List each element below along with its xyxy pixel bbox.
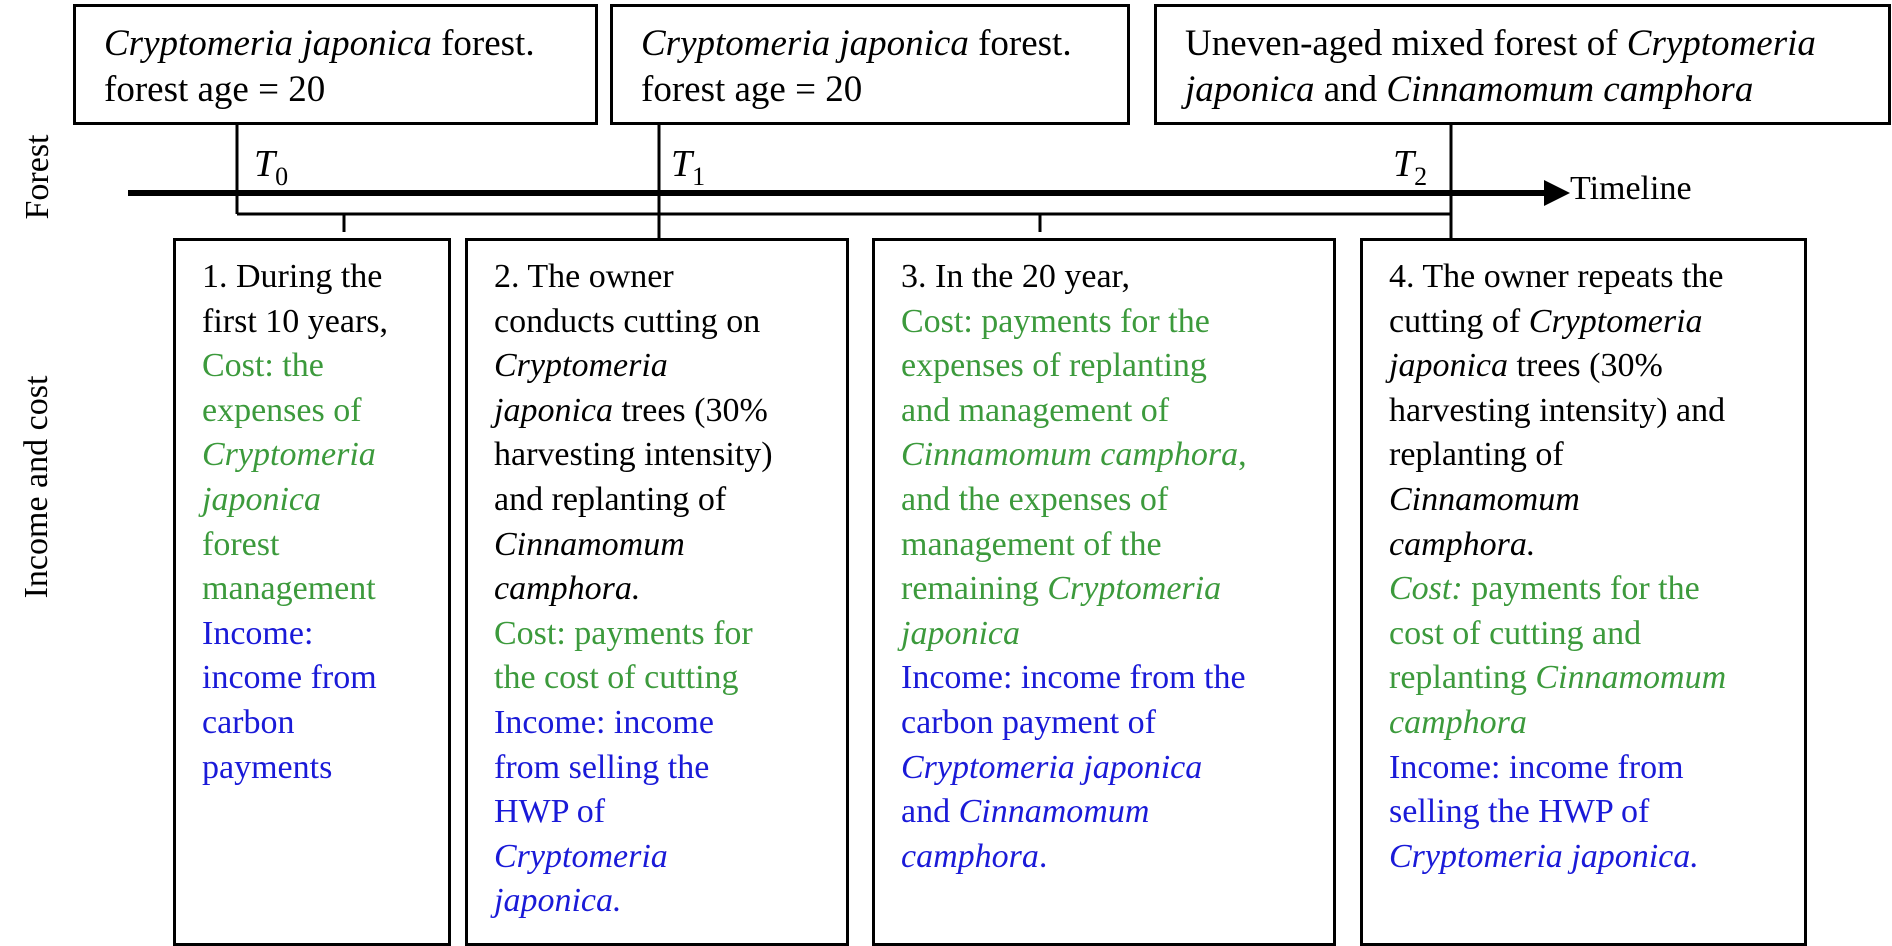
panel-text: . [1038,837,1048,875]
panel-text: Income: [202,614,314,652]
panel-line [494,701,822,746]
panel-text: 2. The owner [494,258,674,295]
panel-line [1389,300,1780,345]
forest-row-label: Forest [19,134,56,220]
panel-text: Cryptomeria [494,347,668,385]
panel-text: from selling the [494,748,710,786]
panel-line [1389,746,1780,791]
panel-line [1389,701,1780,746]
panel-line [494,567,822,612]
panel-text: 1. During the [202,258,383,295]
panel-line [1389,567,1780,612]
panel-text: , [1238,436,1247,474]
stage-3-panel [872,238,1336,946]
panel-text: Cryptomeria [1528,302,1703,340]
panel-text: Cinnamomum [494,525,685,563]
panel-text: Cryptomeria [202,436,376,474]
panel-text: and [901,793,959,831]
panel-line [202,523,424,568]
panel-line [1389,523,1780,568]
panel-text: japonica [901,614,1020,652]
timeline-arrowhead [1544,180,1570,206]
panel-text: Income: income from the [901,659,1246,697]
panel-line [901,344,1309,389]
panel-text: Cost: payments for the [901,302,1210,340]
panel-line [1389,389,1780,434]
panel-line [494,656,822,701]
panel-text: forest [202,525,280,563]
panel-text: payments [202,748,333,786]
time-point-t2: $T_2$ [1393,143,1428,191]
panel-text: Income: income from [1389,748,1684,786]
panel-line [901,300,1309,345]
panel-text: carbon [202,703,295,741]
panel-line [494,835,822,880]
panel-text: cost of cutting and [1389,614,1642,652]
panel-text: Cost: [1389,570,1463,608]
panel-text: Cost: the [202,347,324,385]
panel-line [494,790,822,835]
panel-line [494,389,822,434]
panel-line [1389,656,1780,701]
panel-text: cutting of [1389,302,1529,340]
panel-text: Income: income [494,703,714,741]
panel-line [901,478,1309,523]
panel-line [1389,433,1780,478]
panel-text: and the expenses of [901,480,1169,518]
panel-line [901,612,1309,657]
panel-text: Cryptomeria japonica. [1389,837,1699,875]
panel-text: Cryptomeria japonica [901,748,1203,786]
panel-text: japonica. [494,882,622,920]
panel-text: 4. The owner repeats the [1389,258,1724,295]
panel-text: conducts cutting on [494,302,761,340]
panel-text: first 10 years, [202,302,389,340]
panel-line [1389,612,1780,657]
panel-line [202,344,424,389]
panel-text: camphora [1389,703,1527,741]
panel-text: Cryptomeria [1047,570,1222,608]
stage-2-panel [465,238,849,946]
panel-line [202,300,424,345]
panel-line [1389,344,1780,389]
panel-text: japonica [202,480,321,518]
panel-line [202,701,424,746]
panel-line [494,746,822,791]
stage-4-panel [1360,238,1807,946]
panel-text: camphora. [494,570,641,608]
stage-1-panel [173,238,451,946]
panel-line [202,746,424,791]
panel-text: payments for the [1462,570,1700,608]
panel-line [901,701,1309,746]
time-point-t0: $T_0$ [254,143,289,191]
panel-text: management of the [901,525,1162,563]
panel-line [202,478,424,523]
panel-text: japonica [1389,347,1508,385]
forest-state-box-t2: Uneven-aged mixed forest of Cryptomeria japonica and Cinnamomum camphora [1154,4,1891,125]
panel-text: Cinnamomum [1535,659,1727,697]
panel-line [901,746,1309,791]
panel-line [202,656,424,701]
panel-text: Cinnamomum camphora [901,436,1239,474]
panel-line [901,523,1309,568]
panel-line [1389,255,1780,300]
panel-line [202,255,424,300]
panel-line [494,344,822,389]
timeline-label: Timeline [1570,170,1692,207]
panel-text: HWP of [494,793,606,831]
panel-line [901,656,1309,701]
panel-text: trees (30% [1507,347,1663,385]
forest-state-box-t1: Cryptomeria japonica forest. forest age = 20 [610,4,1130,125]
panel-text: the cost of cutting [494,659,739,697]
panel-line [494,879,822,924]
panel-text: harvesting intensity) and [1389,391,1726,429]
panel-text: income from [202,659,377,697]
panel-text: Cost: payments for [494,614,753,652]
panel-text: camphora. [1389,525,1536,563]
panel-line [1389,790,1780,835]
panel-line [202,612,424,657]
panel-text: expenses of [202,391,362,429]
time-point-t1: $T_1$ [671,143,706,191]
panel-text: harvesting intensity) [494,436,773,474]
panel-text: replanting of [1389,436,1564,474]
panel-line [901,255,1309,300]
panel-text: and replanting of [494,480,727,518]
panel-text: management [202,570,376,608]
panel-line [901,567,1309,612]
panel-text: carbon payment of [901,703,1156,741]
panel-line [494,255,822,300]
panel-line [202,433,424,478]
panel-line [1389,835,1780,880]
panel-text: Cinnamomum [958,793,1150,831]
panel-line [494,433,822,478]
panel-line [202,389,424,434]
panel-text: remaining [901,570,1048,608]
panel-line [901,389,1309,434]
panel-line [901,433,1309,478]
panel-text: Cryptomeria [494,837,668,875]
forest-state-box-t0: Cryptomeria japonica forest. forest age = 20 [73,4,598,125]
panel-line [1389,478,1780,523]
panel-text: 3. In the 20 year, [901,258,1131,295]
panel-text: japonica [494,391,613,429]
panel-text: trees (30% [612,391,768,429]
panel-line [494,300,822,345]
income-cost-row-label: Income and cost [18,375,55,599]
panel-line [901,790,1309,835]
panel-line [202,567,424,612]
panel-line [494,523,822,568]
panel-text: selling the HWP of [1389,793,1650,831]
panel-text: replanting [1389,659,1536,697]
panel-text: Cinnamomum [1389,480,1580,518]
panel-text: expenses of replanting [901,347,1207,385]
panel-text: camphora [901,837,1039,875]
panel-line [494,478,822,523]
panel-text: and management of [901,391,1170,429]
panel-line [494,612,822,657]
panel-line [901,835,1309,880]
